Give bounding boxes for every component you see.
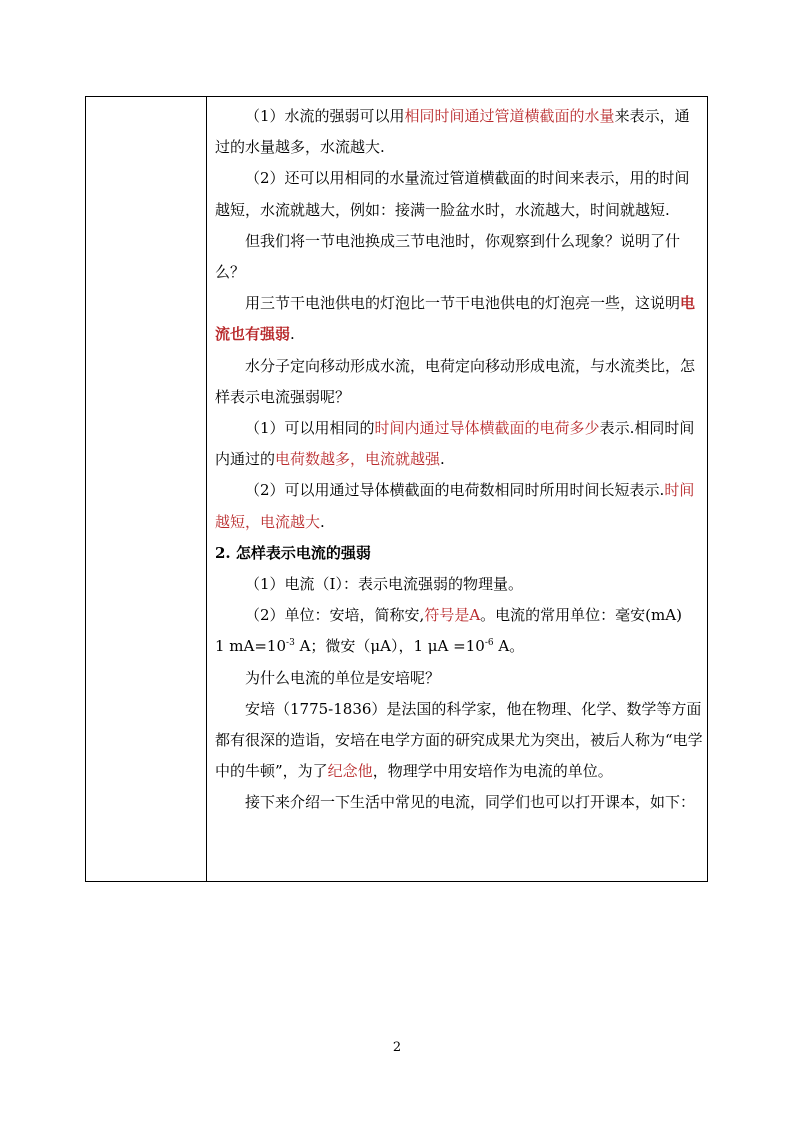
highlight-symbol-a: 符号是A (424, 606, 481, 625)
paragraph-analogy: 水分子定向移动形成水流，电荷定向移动形成电流，与水流类比，怎样表示电流强弱呢？ (215, 356, 696, 406)
highlight-commemorate: 纪念他 (327, 762, 373, 781)
highlight-water-amount: 相同时间通过管道横截面的水量 (404, 107, 615, 125)
paragraph-battery-answer: 用三节干电池供电的灯泡比一节干电池供电的灯泡亮一些，这说明电流也有强弱. (215, 294, 696, 344)
paragraph-ampere-bio: 安培（1775-1836）是法国的科学家，他在物理、化学、数学等方面都有很深的造诣，安培在电学方面的研究成果尤为突出，被后人称为“电学中的牛顿”，为了纪念他，物理学中用安培作为电流的单位。 (215, 699, 703, 781)
table-left-column (86, 97, 207, 881)
paragraph-charge-amount: （1）可以用相同的时间内通过导体横截面的电荷多少表示.相同时间内通过的电荷数越多，电流就越强. (215, 419, 695, 469)
paragraph-battery-question: 但我们将一节电池换成三节电池时，你观察到什么现象？说明了什么？ (215, 231, 681, 282)
highlight-charge-through-section: 时间内通过导体横截面的电荷多少 (374, 419, 600, 438)
lesson-table (85, 96, 708, 882)
highlight-more-charge-stronger: 电荷数越多，电流就越强 (275, 450, 441, 469)
highlight-current-strength: 电流也有强弱 (215, 294, 696, 344)
paragraph-why-ampere: 为什么电流的单位是安培呢？ (245, 668, 441, 687)
paragraph-current-definition: （1）电流（I）：表示电流强弱的物理量。 (245, 575, 523, 594)
paragraph-current-unit: （2）单位：安培，简称安,符号是A。电流的常用单位：毫安(mA) 1 $mA=10^{-3}$ A；微安（μA），1 $\mu A =10^{-6}$ A。 (215, 606, 682, 656)
page-number: 2 (392, 1040, 402, 1055)
section-heading: 2. 怎样表示电流的强弱 (215, 543, 371, 562)
table-right-column (207, 97, 707, 881)
paragraph-next-intro: 接下来介绍一下生活中常见的电流，同学们也可以打开课本，如下： (245, 793, 696, 812)
highlight-shorter-time-larger: 时间越短，电流越大 (215, 481, 695, 531)
paragraph-charge-time: （2）可以用通过导体横截面的电荷数相同时所用时间长短表示.时间越短，电流越大. (215, 481, 695, 531)
paragraph-water-flow-1: （1）水流的强弱可以用相同时间通过管道横截面的水量来表示，通过的水量越多，水流越大. (215, 107, 690, 157)
paragraph-water-flow-2: （2）还可以用相同的水量流过管道横截面的时间来表示，用的时间越短，水流就越大，例如：接满一脸盆水时，水流越大，时间就越短. (215, 169, 690, 219)
